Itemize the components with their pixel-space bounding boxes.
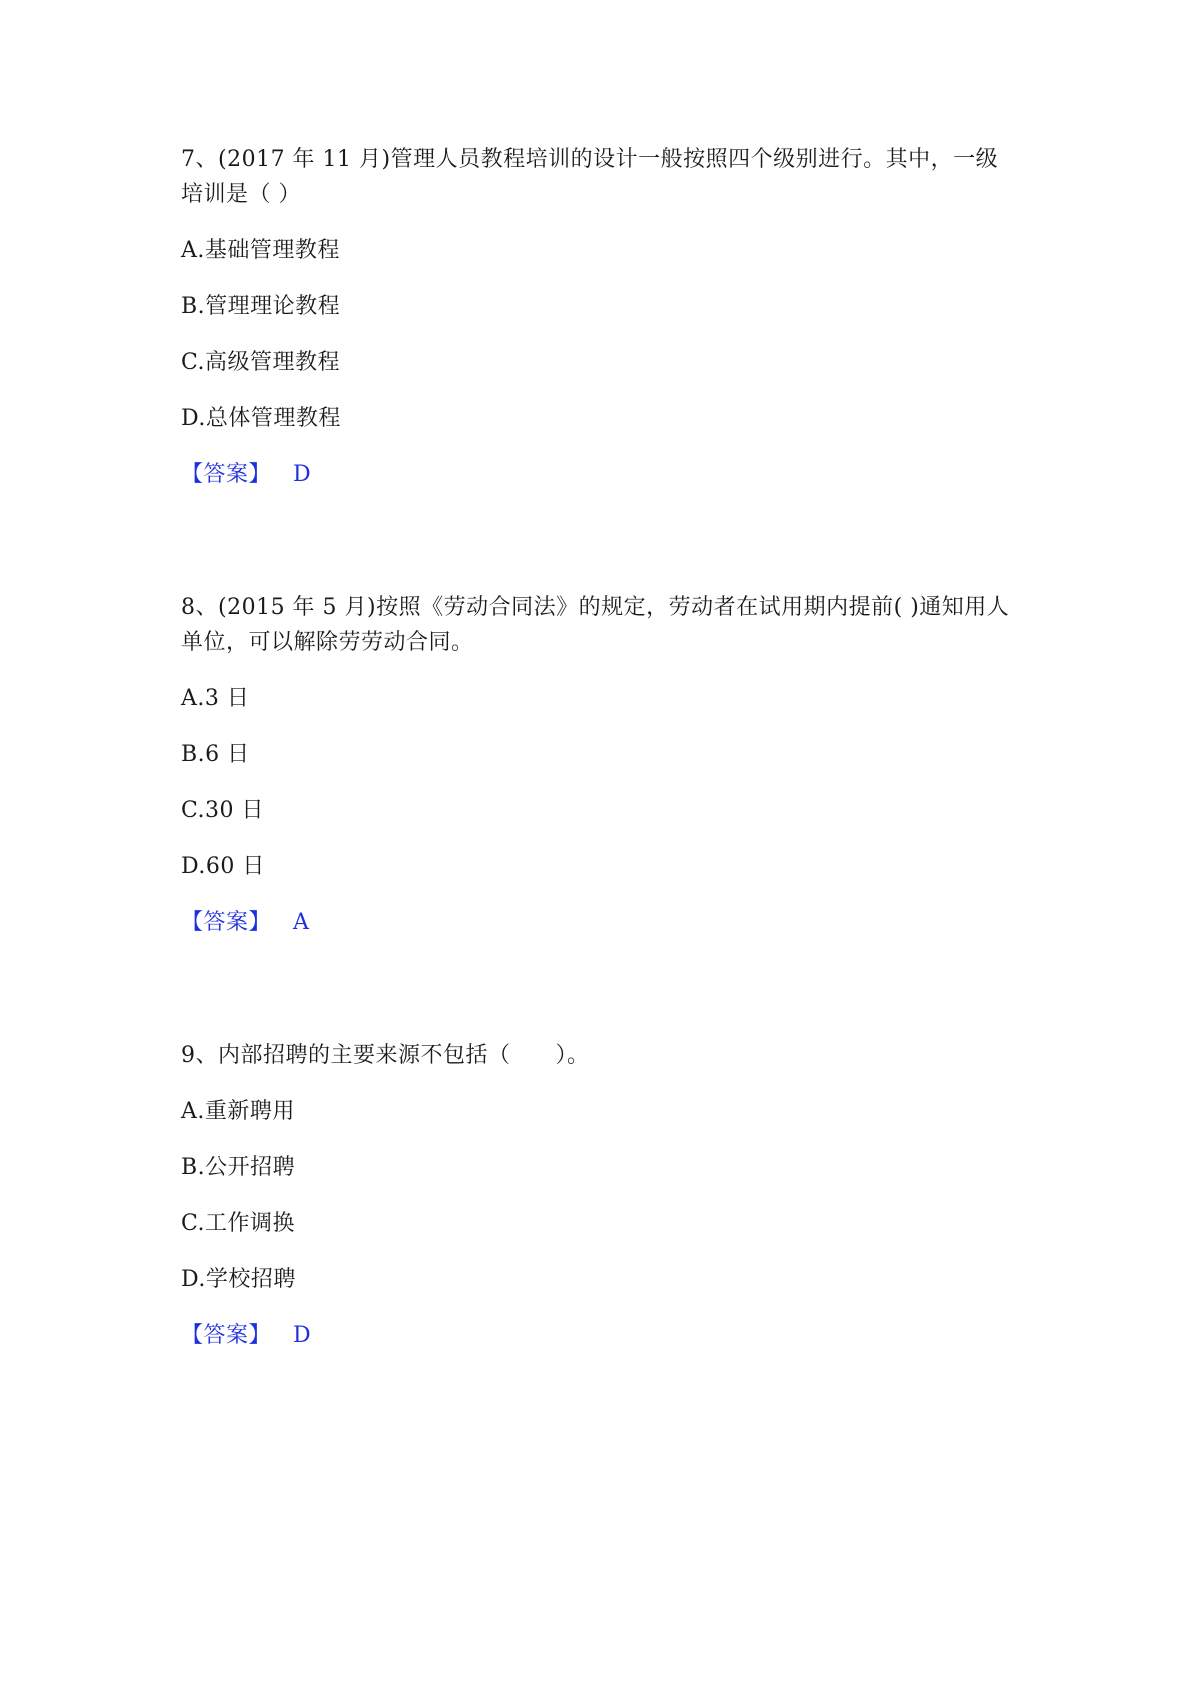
question-stem: 9、内部招聘的主要来源不包括（ ）。 (181, 1043, 590, 1068)
answer-value: D (293, 1323, 312, 1348)
question-stem: 8、(2015 年 5 月)按照《劳动合同法》的规定，劳动者在试用期内提前( )通知用人单位，可以解除劳劳动合同。 (181, 595, 1010, 655)
option-a: A.重新聘用 (181, 1099, 295, 1124)
option-d: D.学校招聘 (181, 1267, 296, 1292)
question-9 (181, 1038, 1011, 1353)
option-a: A.3 日 (181, 686, 250, 711)
answer-label: 【答案】 (181, 1323, 272, 1348)
option-c: C.30 日 (181, 798, 265, 823)
answer-line (181, 905, 1011, 940)
answer-value: A (293, 910, 310, 935)
option-b: B.管理理论教程 (181, 294, 341, 319)
answer-label: 【答案】 (181, 462, 272, 487)
option-b: B.公开招聘 (181, 1155, 296, 1180)
question-7 (181, 142, 1011, 492)
question-8 (181, 590, 1011, 940)
answer-label: 【答案】 (181, 910, 272, 935)
answer-value: D (293, 462, 312, 487)
answer-line (181, 457, 1011, 492)
option-a: A.基础管理教程 (181, 238, 340, 263)
option-c: C.高级管理教程 (181, 350, 341, 375)
answer-line (181, 1318, 1011, 1353)
option-d: D.60 日 (181, 854, 265, 879)
option-b: B.6 日 (181, 742, 250, 767)
option-d: D.总体管理教程 (181, 406, 341, 431)
option-c: C.工作调换 (181, 1211, 296, 1236)
question-stem: 7、(2017 年 11 月)管理人员教程培训的设计一般按照四个级别进行。其中，一级培训是（ ） (181, 147, 999, 207)
